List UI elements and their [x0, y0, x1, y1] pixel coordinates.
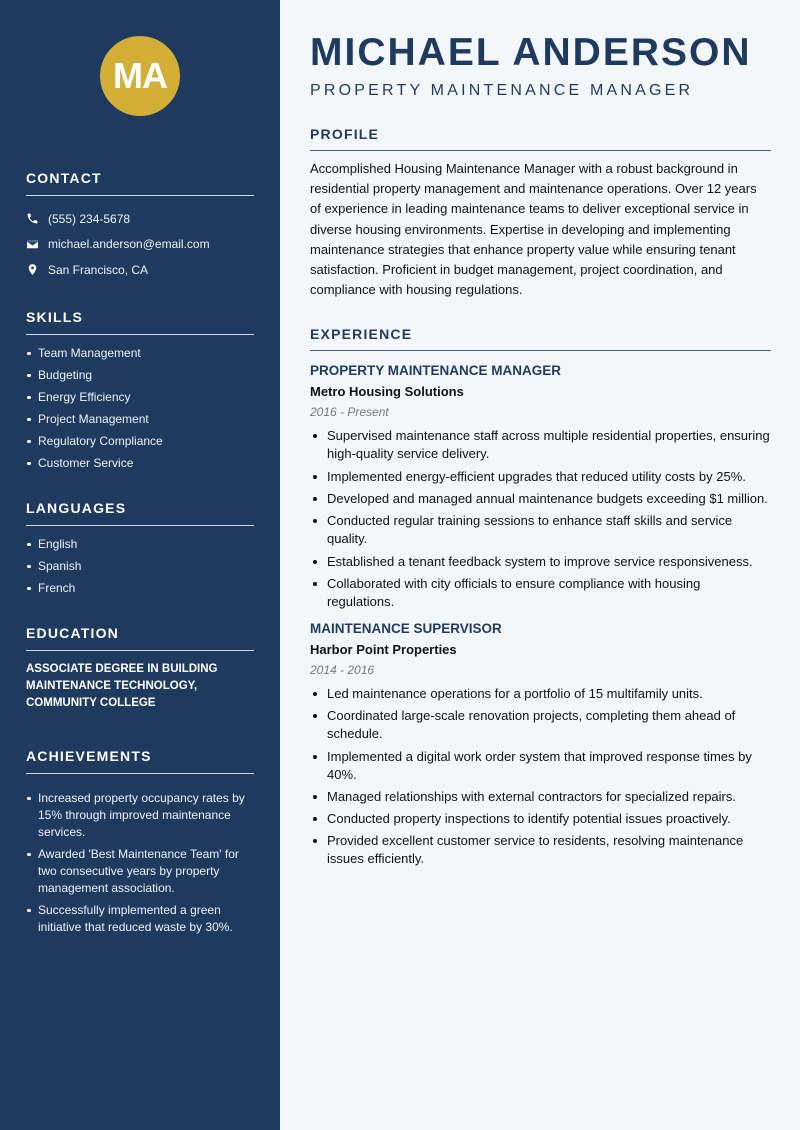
- skill-item: Project Management: [26, 411, 254, 428]
- contact-email: [26, 232, 254, 258]
- sidebar: [0, 0, 280, 1130]
- skill-item: Team Management: [26, 345, 254, 362]
- email-icon: [26, 238, 39, 251]
- job-bullet: Coordinated large-scale renovation projects, completing them ahead of schedule.: [310, 707, 771, 743]
- phone-icon: [26, 212, 39, 225]
- job-bullet: Provided excellent customer service to residents, resolving maintenance issues efficiently.: [310, 832, 771, 868]
- achievement-item: Successfully implemented a green initiative that reduced waste by 30%.: [26, 902, 254, 936]
- languages-heading: LANGUAGES: [26, 500, 254, 526]
- job-entry: [310, 363, 771, 610]
- education-section: [26, 625, 254, 712]
- job-bullet: Implemented a digital work order system that improved response times by 40%.: [310, 748, 771, 784]
- job-company: Metro Housing Solutions: [310, 384, 464, 400]
- job-bullet: Collaborated with city officials to ensure compliance with housing regulations.: [310, 575, 771, 611]
- candidate-title: PROPERTY MAINTENANCE MANAGER: [310, 82, 694, 99]
- experience-heading: EXPERIENCE: [310, 326, 771, 351]
- language-item: French: [26, 580, 254, 597]
- profile-heading: PROFILE: [310, 126, 771, 151]
- skill-item: Budgeting: [26, 367, 254, 384]
- language-item: English: [26, 536, 254, 553]
- skills-heading: SKILLS: [26, 309, 254, 335]
- job-bullet: Conducted property inspections to identify potential issues proactively.: [310, 810, 771, 828]
- job-bullet: Implemented energy-efficient upgrades that reduced utility costs by 25%.: [310, 468, 771, 486]
- job-title: MAINTENANCE SUPERVISOR: [310, 620, 502, 636]
- job-bullet: Supervised maintenance staff across multiple residential properties, ensuring high-quality service delivery.: [310, 427, 771, 463]
- job-dates: 2014 - 2016: [310, 662, 375, 677]
- language-item: Spanish: [26, 558, 254, 575]
- achievement-item: Increased property occupancy rates by 15% through improved maintenance services.: [26, 790, 254, 841]
- education-text: ASSOCIATE DEGREE IN BUILDING MAINTENANCE TECHNOLOGY, COMMUNITY COLLEGE: [26, 662, 218, 709]
- job-dates: 2016 - Present: [310, 405, 389, 420]
- job-entry: [310, 621, 771, 868]
- job-company: Harbor Point Properties: [310, 641, 457, 657]
- skill-item: Energy Efficiency: [26, 389, 254, 406]
- email-text: michael.anderson@email.com: [48, 237, 210, 252]
- languages-section: [26, 500, 254, 597]
- job-bullet: Developed and managed annual maintenance budgets exceeding $1 million.: [310, 490, 771, 508]
- contact-location: [26, 257, 254, 283]
- candidate-name: MICHAEL ANDERSON: [310, 31, 752, 74]
- profile-text: Accomplished Housing Maintenance Manager with a robust background in residential property management and maintenance operations. Over 12 years of experience in leading maintenance teams to deliver exceptional service in diverse housing environments. Expertise in developing and implementing maintenance strategies that enhance property value while ensuring tenant satisfaction. Proficient in budget management, project coordination, and compliance with housing regulations.: [310, 161, 757, 298]
- skill-item: Regulatory Compliance: [26, 433, 254, 450]
- achievement-item: Awarded 'Best Maintenance Team' for two consecutive years by property management association.: [26, 846, 254, 897]
- location-text: San Francisco, CA: [48, 262, 149, 277]
- skill-item: Customer Service: [26, 455, 254, 472]
- skills-section: [26, 309, 254, 472]
- contact-section: [26, 170, 254, 283]
- job-bullet: Led maintenance operations for a portfolio of 15 multifamily units.: [310, 685, 771, 703]
- job-bullet: Conducted regular training sessions to enhance staff skills and service quality.: [310, 512, 771, 548]
- achievements-section: [26, 748, 254, 936]
- job-title: PROPERTY MAINTENANCE MANAGER: [310, 363, 562, 379]
- location-pin-icon: [26, 263, 39, 276]
- main-content: [310, 30, 771, 873]
- contact-heading: CONTACT: [26, 170, 254, 196]
- avatar: MA: [100, 36, 180, 116]
- job-bullet: Established a tenant feedback system to improve service responsiveness.: [310, 553, 771, 571]
- phone-text: (555) 234-5678: [48, 211, 131, 226]
- education-heading: EDUCATION: [26, 625, 254, 651]
- job-bullet: Managed relationships with external contractors for specialized repairs.: [310, 788, 771, 806]
- achievements-heading: ACHIEVEMENTS: [26, 748, 254, 774]
- contact-phone: [26, 206, 254, 232]
